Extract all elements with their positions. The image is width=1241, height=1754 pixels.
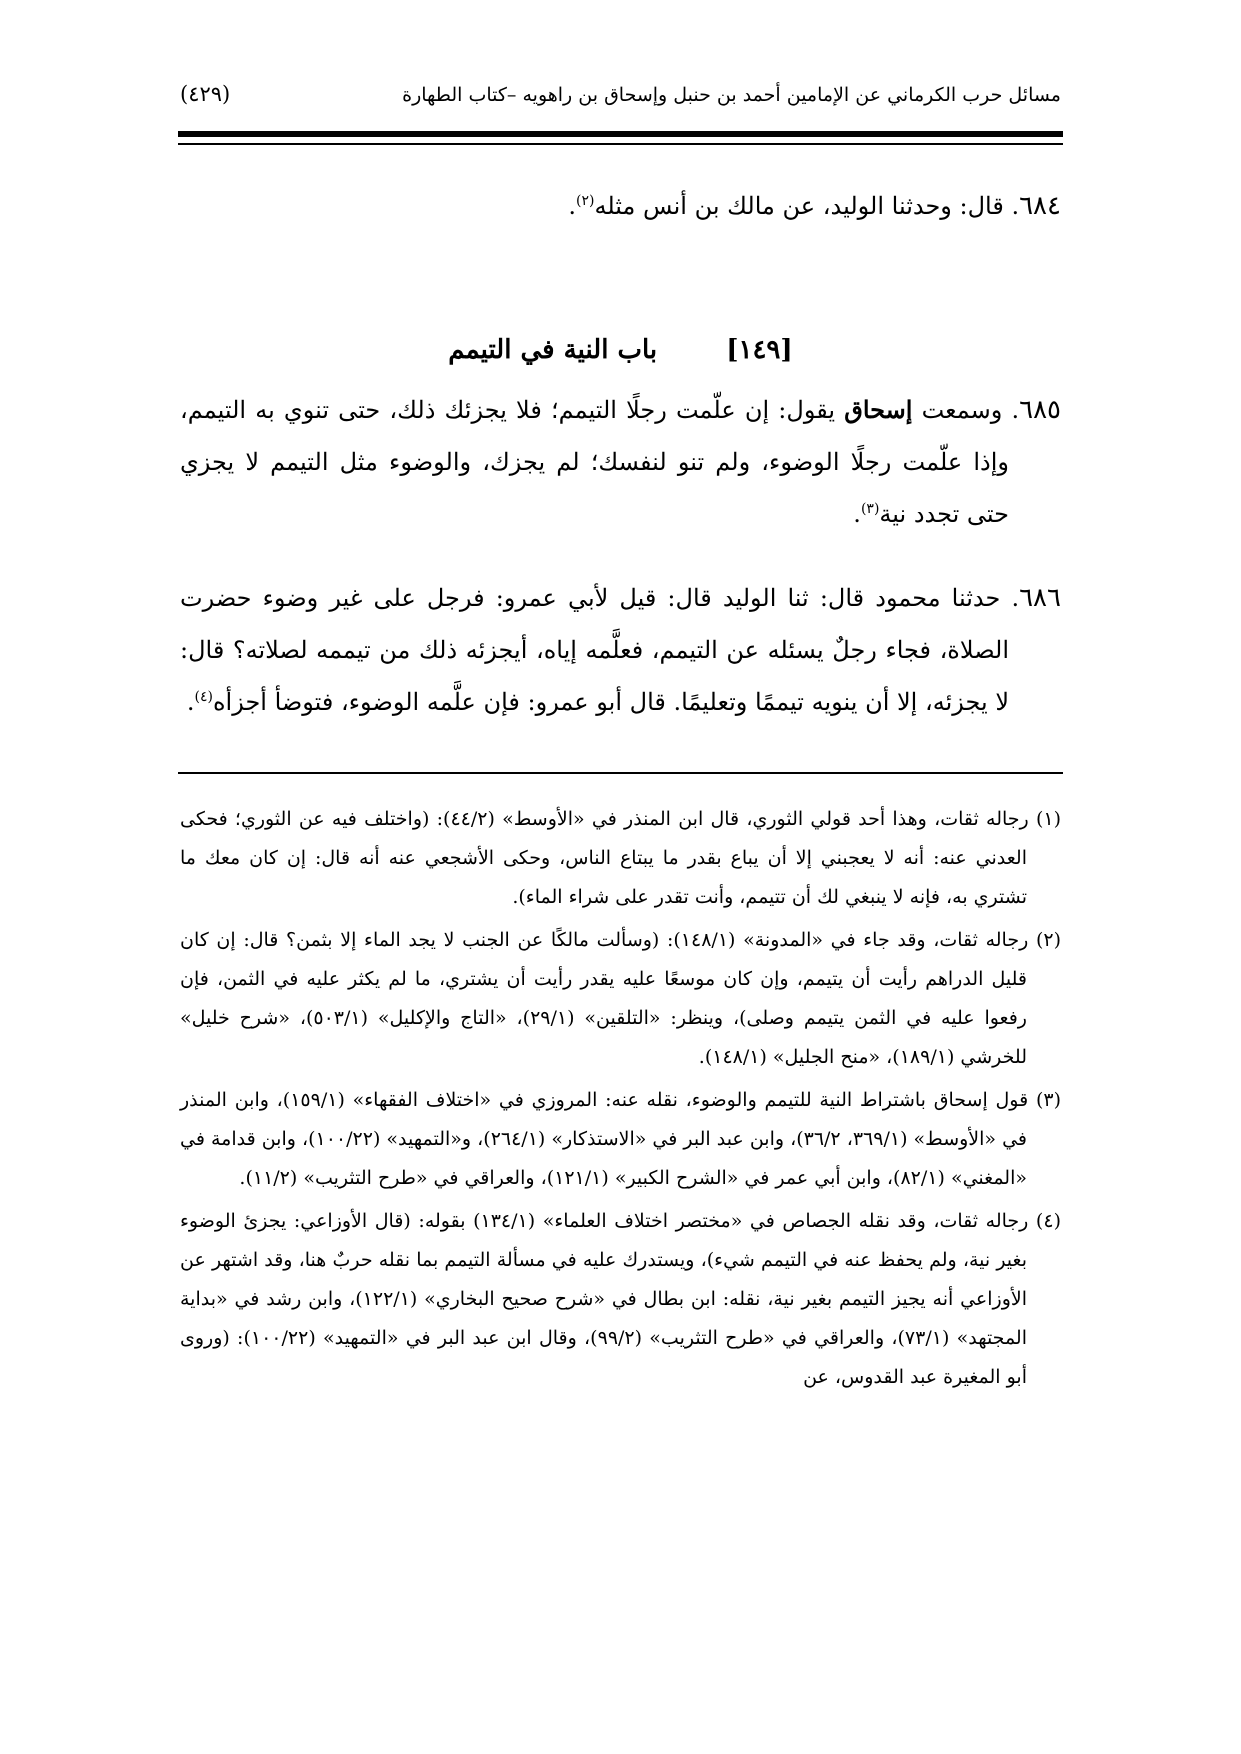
paragraph-end: . <box>186 688 195 716</box>
footnote-marker: (١) <box>1035 808 1061 830</box>
footnotes <box>180 800 1061 1401</box>
paragraph-number: ٦٨٦ <box>1019 583 1061 613</box>
footnote-text: رجاله ثقات، وقد نقله الجصاص في «مختصر اختلاف العلماء» (١٣٤/١) بقوله: (قال الأوزاعي: يجزئ الوضوء بغير نية، ولم يحفظ عنه في التيمم شيء)، ويستدرك عليه في مسألة التيمم بما نقله حربٌ هنا، وقد اشتهر عن الأوزاعي أنه يجيز التيمم بغير نية، نقله: ابن بطال في «شرح صحيح البخاري» (١٢٢/١)، وابن رشد في «بداية المجتهد» (٧٣/١)، والعراقي في «طرح التثريب» (٩٩/٢)، وقال ابن عبد البر في «التمهيد» (١٠٠/٢٢): (وروى أبو المغيرة عبد القدوس، عن <box>180 1210 1029 1388</box>
paragraph-text: . قال: وحدثنا الوليد، عن مالك بن أنس مثله <box>594 192 1020 220</box>
paragraph-number: ٦٨٤ <box>1019 191 1061 221</box>
paragraph-end: . <box>853 500 861 528</box>
footnote-marker: (٣) <box>1035 1089 1062 1111</box>
footnote-1 <box>180 800 1061 917</box>
paragraph-686 <box>180 572 1061 728</box>
paragraph-number: ٦٨٥ <box>1019 395 1062 425</box>
footnote-marker: (٤) <box>1035 1210 1061 1232</box>
paragraph-685 <box>180 384 1061 540</box>
section-number: [١٤٩] <box>726 335 793 365</box>
section-heading <box>180 335 1061 365</box>
paragraph-lead: . وسمعت <box>921 396 1020 424</box>
footnote-ref: (٤) <box>194 689 213 705</box>
page-number: (٤٢٩) <box>180 82 231 106</box>
paragraph-end: . <box>568 192 577 220</box>
header-rule-thin <box>178 143 1063 145</box>
footnote-2 <box>180 921 1061 1077</box>
footnote-text: رجاله ثقات، وهذا أحد قولي الثوري، قال ابن المنذر في «الأوسط» (٤٤/٢): (واختلف فيه عن الثوري؛ فحكى العدني عنه: أنه لا يعجبني إلا أن يباع بقدر ما يبتاع الناس، وحكى الأشجعي عنه أنه قال: إن كان معك ما تشتري به، فإنه لا ينبغي لك أن تتيمم، وأنت تقدر على شراء الماء). <box>180 808 1029 908</box>
narrator-name: إسحاق <box>844 395 913 424</box>
paragraph-text: . حدثنا محمود قال: ثنا الوليد قال: قيل لأبي عمرو: فرجل على غير وضوء حضرت الصلاة، فجاء رجلٌ يسئله عن التيمم، فعلَّمه إياه، أيجزئه ذلك من تيممه لصلاته؟ قال: لا يجزئه، إلا أن ينويه تيممًا وتعليمًا. قال أبو عمرو: فإن علَّمه الوضوء، فتوضأ أجزأه <box>180 584 1020 716</box>
footnote-3 <box>180 1081 1061 1198</box>
running-header <box>180 78 1061 118</box>
footnote-ref: (٢) <box>576 193 595 209</box>
paragraph-text: يقول: إن علّمت رجلًا التيمم؛ فلا يجزئك ذلك، حتى تنوي به التيمم، وإذا علّمت رجلًا الوضوء، ولم تنو لنفسك؛ لم يجزك، والوضوء مثل التيمم لا يجزي حتى تجدد نية <box>180 396 1009 528</box>
footnote-marker: (٢) <box>1035 929 1061 951</box>
running-title: مسائل حرب الكرماني عن الإمامين أحمد بن حنبل وإسحاق بن راهويه –كتاب الطهارة <box>402 84 1061 106</box>
footnote-text: رجاله ثقات، وقد جاء في «المدونة» (١٤٨/١): (وسألت مالكًا عن الجنب لا يجد الماء إلا بثمن؟ قال: إن كان قليل الدراهم رأيت أن يتيمم، وإن كان موسعًا عليه يقدر رأيت أن يشتري، ما لم يكثر عليه في الثمن، فإن رفعوا عليه في الثمن يتيمم وصلى)، وينظر: «التلقين» (٢٩/١)، «التاج والإكليل» (٥٠٣/١)، «شرح خليل» للخرشي (١٨٩/١)، «منح الجليل» (١٤٨/١). <box>180 929 1029 1068</box>
paragraph-684 <box>180 180 1061 232</box>
footnote-4 <box>180 1202 1061 1397</box>
section-title: باب النية في التيمم <box>448 335 658 365</box>
footnote-separator <box>178 772 1063 774</box>
header-rule-thick <box>178 131 1063 137</box>
footnote-text: قول إسحاق باشتراط النية للتيمم والوضوء، نقله عنه: المروزي في «اختلاف الفقهاء» (١٥٩/١)، وابن المنذر في «الأوسط» (٣٦٩/١، ٣٦/٢)، وابن عبد البر في «الاستذكار» (٢٦٤/١)، و«التمهيد» (١٠٠/٢٢)، وابن قدامة في «المغني» (٨٢/١)، وابن أبي عمر في «الشرح الكبير» (١٢١/١)، والعراقي في «طرح التثريب» (١١/٢). <box>180 1089 1029 1189</box>
footnote-ref: (٣) <box>860 501 880 517</box>
